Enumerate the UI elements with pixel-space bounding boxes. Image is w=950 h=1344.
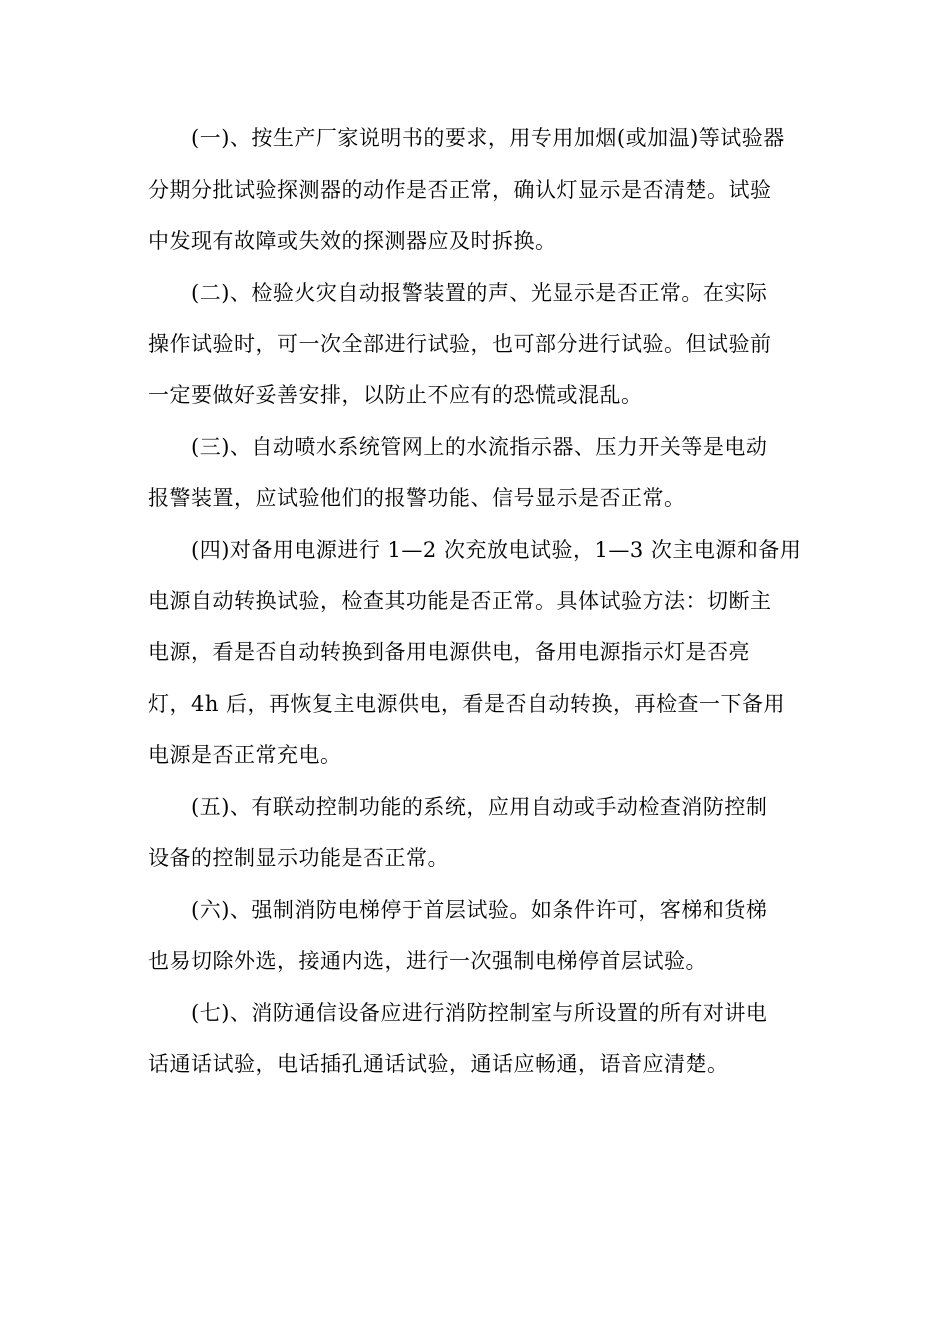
paragraph-5-line-1: (五)、有联动控制功能的系统，应用自动或手动检查消防控制 xyxy=(191,795,768,819)
paragraph-3-line-1: (三)、自动喷水系统管网上的水流指示器、压力开关等是电动 xyxy=(191,435,768,459)
paragraph-5-line-2: 设备的控制显示功能是否正常。 xyxy=(148,846,449,870)
paragraph-4-line-2: 电源自动转换试验，检查其功能是否正常。具体试验方法：切断主 xyxy=(148,589,772,613)
paragraph-4-line-3: 电源，看是否自动转换到备用电源供电，备用电源指示灯是否亮 xyxy=(148,640,750,664)
paragraph-6-line-2: 也易切除外选，接通内选，进行一次强制电梯停首层试验。 xyxy=(148,949,707,973)
paragraph-6-line-1: (六)、强制消防电梯停于首层试验。如条件许可，客梯和货梯 xyxy=(191,898,768,922)
paragraph-2-line-3: 一定要做好妥善安排，以防止不应有的恐慌或混乱。 xyxy=(148,383,643,407)
paragraph-7-line-2: 话通话试验，电话插孔通话试验，通话应畅通，语音应清楚。 xyxy=(148,1052,729,1076)
paragraph-1-line-1: (一)、按生产厂家说明书的要求，用专用加烟(或加温)等试验器 xyxy=(191,126,785,150)
paragraph-1-line-3: 中发现有故障或失效的探测器应及时拆换。 xyxy=(148,229,557,253)
paragraph-4-line-1: (四)对备用电源进行 1—2 次充放电试验，1—3 次主电源和备用 xyxy=(191,538,802,562)
paragraph-1-line-2: 分期分批试验探测器的动作是否正常，确认灯显示是否清楚。试验 xyxy=(148,178,772,202)
paragraph-4-line-4: 灯，4h 后，再恢复主电源供电，看是否自动转换，再检查一下备用 xyxy=(148,692,786,716)
paragraph-3-line-2: 报警装置，应试验他们的报警功能、信号显示是否正常。 xyxy=(148,486,686,510)
paragraph-7-line-1: (七)、消防通信设备应进行消防控制室与所设置的所有对讲电 xyxy=(191,1001,768,1025)
paragraph-4-line-5: 电源是否正常充电。 xyxy=(148,743,342,767)
paragraph-2-line-2: 操作试验时，可一次全部进行试验，也可部分进行试验。但试验前 xyxy=(148,332,772,356)
paragraph-2-line-1: (二)、检验火灾自动报警装置的声、光显示是否正常。在实际 xyxy=(191,281,768,305)
